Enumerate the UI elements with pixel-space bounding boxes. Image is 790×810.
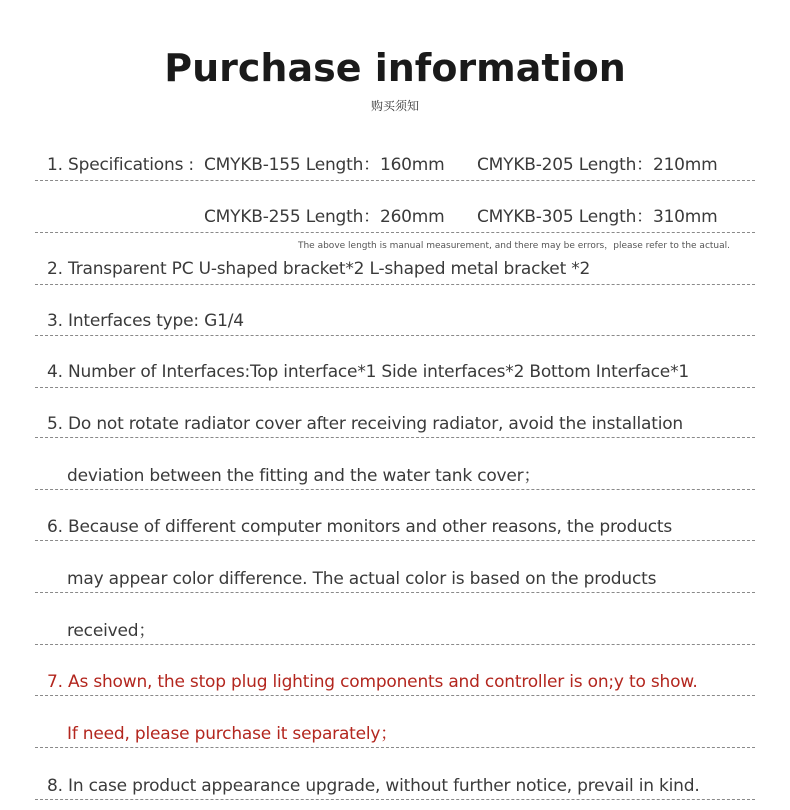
divider (35, 644, 755, 645)
item-2: 2. Transparent PC U-shaped bracket*2 L-shaped metal bracket *2 (47, 259, 591, 279)
page-title: Purchase information (164, 46, 626, 90)
page-subtitle: 购买须知 (370, 99, 419, 113)
spec-cmykb-305: CMYKB-305 Length：310mm (477, 207, 718, 227)
divider (35, 799, 755, 800)
item-7-line-2: If need, please purchase it separately； (67, 724, 398, 744)
item-6-line-3: received； (67, 621, 156, 641)
divider (35, 747, 755, 748)
divider (35, 335, 755, 336)
item-4: 4. Number of Interfaces:Top interface*1 Side interfaces*2 Bottom Interface*1 (47, 362, 689, 382)
item-8: 8. In case product appearance upgrade, without further notice, prevail in kind. (47, 776, 700, 796)
divider (35, 592, 755, 593)
item-5-line-1: 5. Do not rotate radiator cover after receiving radiator, avoid the installation (47, 414, 683, 434)
item-6-line-1: 6. Because of different computer monitors and other reasons, the products (47, 517, 673, 537)
divider (35, 387, 755, 388)
item-3: 3. Interfaces type: G1/4 (47, 311, 244, 331)
divider (35, 489, 755, 490)
divider (35, 437, 755, 438)
item-7-line-1: 7. As shown, the stop plug lighting components and controller is on;y to show. (47, 672, 698, 692)
item-6-line-2: may appear color difference. The actual color is based on the products (67, 569, 657, 589)
spec-note: The above length is manual measurement, and there may be errors，please refer to the actual. (297, 241, 730, 251)
spec-cmykb-155: CMYKB-155 Length：160mm (204, 155, 445, 175)
divider (35, 695, 755, 696)
divider (35, 540, 755, 541)
divider (35, 180, 755, 181)
spec-prefix: 1. Specifications : (47, 155, 194, 175)
spec-cmykb-255: CMYKB-255 Length：260mm (204, 207, 445, 227)
divider (35, 284, 755, 285)
spec-cmykb-205: CMYKB-205 Length：210mm (477, 155, 718, 175)
divider (35, 232, 755, 233)
item-5-line-2: deviation between the fitting and the water tank cover； (67, 466, 541, 486)
